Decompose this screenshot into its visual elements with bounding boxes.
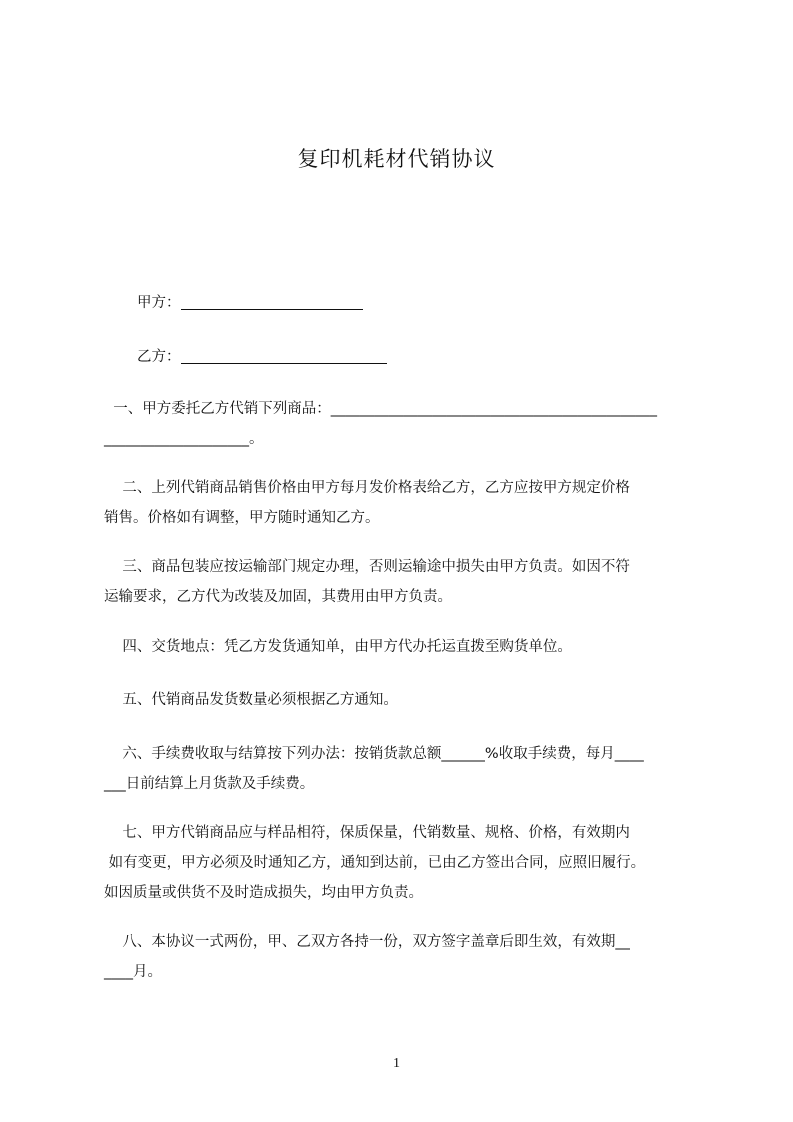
clause-1-line-2: ____________________。 xyxy=(104,431,264,447)
clause-7-line-1: 七、甲方代销商品应与样品相符，保质保量，代销数量、规格、价格，有效期内 xyxy=(104,825,630,841)
clause-7-line-2: 如有变更，甲方必须及时通知乙方，通知到达前，已由乙方签出合同，应照旧履行。 xyxy=(104,855,646,871)
clause-6-line-2: ___日前结算上月货款及手续费。 xyxy=(104,776,315,792)
clause-8-line-1: 八、本协议一式两份，甲、乙双方各持一份，双方签字盖章后即生效，有效期__ xyxy=(104,934,630,950)
clause-6-line-1: 六、手续费收取与结算按下列办法：按销货款总额______%收取手续费，每月____ xyxy=(104,746,644,762)
party-a-blank xyxy=(181,294,363,310)
party-b-label: 乙方： xyxy=(137,349,181,365)
document-title: 复印机耗材代销协议 xyxy=(297,147,496,171)
clause-6 xyxy=(104,739,702,799)
clause-3-line-1: 三、商品包装应按运输部门规定办理，否则运输途中损失由甲方负责。如因不符 xyxy=(104,559,630,575)
page-number: 1 xyxy=(393,1056,400,1071)
clause-1-line-1: 一、甲方委托乙方代销下列商品：_____________________________________________ xyxy=(104,401,657,417)
clause-3-line-2: 运输要求，乙方代为改装及加固，其费用由甲方负责。 xyxy=(104,589,452,605)
clause-1 xyxy=(104,394,702,454)
party-a-line xyxy=(137,291,363,312)
clause-2 xyxy=(104,473,702,533)
clause-4-line-1: 四、交货地点：凭乙方发货通知单，由甲方代办托运直拨至购货单位。 xyxy=(104,639,572,655)
clause-5 xyxy=(104,685,702,715)
clause-2-line-1: 二、上列代销商品销售价格由甲方每月发价格表给乙方，乙方应按甲方规定价格 xyxy=(104,480,630,496)
clause-7-line-3: 如因质量或供货不及时造成损失，均由甲方负责。 xyxy=(104,885,423,901)
party-a-label: 甲方： xyxy=(137,295,181,311)
party-b-line xyxy=(137,345,387,366)
party-b-blank xyxy=(181,348,387,364)
clause-5-line-1: 五、代销商品发货数量必须根据乙方通知。 xyxy=(104,692,398,708)
clause-7 xyxy=(104,818,702,908)
clause-8 xyxy=(104,927,702,987)
clause-3 xyxy=(104,552,702,612)
clause-8-line-2: ____月。 xyxy=(104,964,162,980)
clause-4 xyxy=(104,632,702,662)
clause-2-line-2: 销售。价格如有调整，甲方随时通知乙方。 xyxy=(104,510,380,526)
